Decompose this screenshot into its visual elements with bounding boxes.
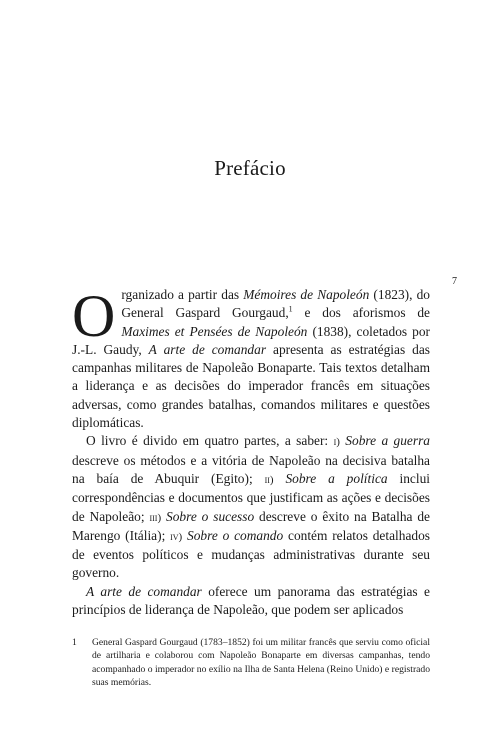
- italic-title: Sobre o sucesso: [166, 508, 255, 524]
- text-run: contém relatos detalhados de eventos políticos e mudanças administrativas durante seu governo.: [72, 527, 430, 581]
- italic-title: Sobre o comando: [187, 527, 284, 543]
- italic-title: Maximes et Pensées de Napoleón: [121, 323, 308, 339]
- text-run: descreve os métodos e a vitória de Napoleão na decisiva batalha na baía de Abuquir (Egito);: [72, 452, 430, 486]
- body-text: [72, 283, 431, 619]
- text-run: rganizado a partir das: [121, 287, 244, 302]
- footnote-text: General Gaspard Gourgaud (1783–1852) foi um militar francês que serviu como oficial de artilharia e colaborou com Napoleão Bonaparte em diversas campanhas, tendo acompanhado o imperador no exílio na Ilha de Santa Helena (Reino Unido) e registrado suas memórias.: [92, 637, 430, 689]
- italic-title: A arte de comandar: [148, 341, 267, 357]
- footnote-number: 1: [72, 637, 77, 648]
- footnote: [72, 636, 430, 690]
- paragraph-summary: [72, 583, 430, 620]
- italic-title: Mémoires de Napoleón: [243, 287, 370, 302]
- paragraph-intro: [72, 283, 431, 432]
- text-run: e dos aforismos de: [292, 305, 431, 321]
- text-run: O livro é divido em quatro partes, a saber:: [86, 433, 334, 449]
- text-run: inclui correspondências e documentos que justificam as ações e decisões de Napoleão;: [72, 470, 430, 524]
- text-run: apresenta as estratégias das campanhas militares de Napoleão Bonaparte. Tais textos detalham a liderança e as decisões do imperador francês em situações adversas, como grandes batalhas, comandos militares e questões diplomáticas.: [72, 341, 431, 431]
- part-numeral: ii): [264, 473, 274, 486]
- part-numeral: iii): [149, 511, 162, 524]
- text-run: descreve o êxito na Batalha de Marengo (Itália);: [72, 508, 430, 543]
- italic-title: A arte de comandar: [86, 583, 202, 599]
- text-run: (1823), do General Gaspard Gourgaud,: [121, 287, 430, 321]
- italic-title: Sobre a guerra: [345, 433, 430, 449]
- part-numeral: iv): [170, 530, 183, 543]
- text-run: oferece um panorama das estratégias e princípios de liderança de Napoleão, que podem ser aplicados: [72, 583, 430, 618]
- text-run: (1838), coletados por J.-L. Gaudy,: [72, 323, 431, 357]
- footnote-reference: 1: [288, 304, 293, 314]
- italic-title: Sobre a política: [285, 470, 388, 486]
- part-numeral: i): [333, 436, 340, 449]
- page-number: 7: [452, 276, 457, 287]
- page-title: Prefácio: [214, 156, 286, 180]
- paragraph-parts: [72, 432, 430, 582]
- drop-cap: O: [72, 283, 116, 349]
